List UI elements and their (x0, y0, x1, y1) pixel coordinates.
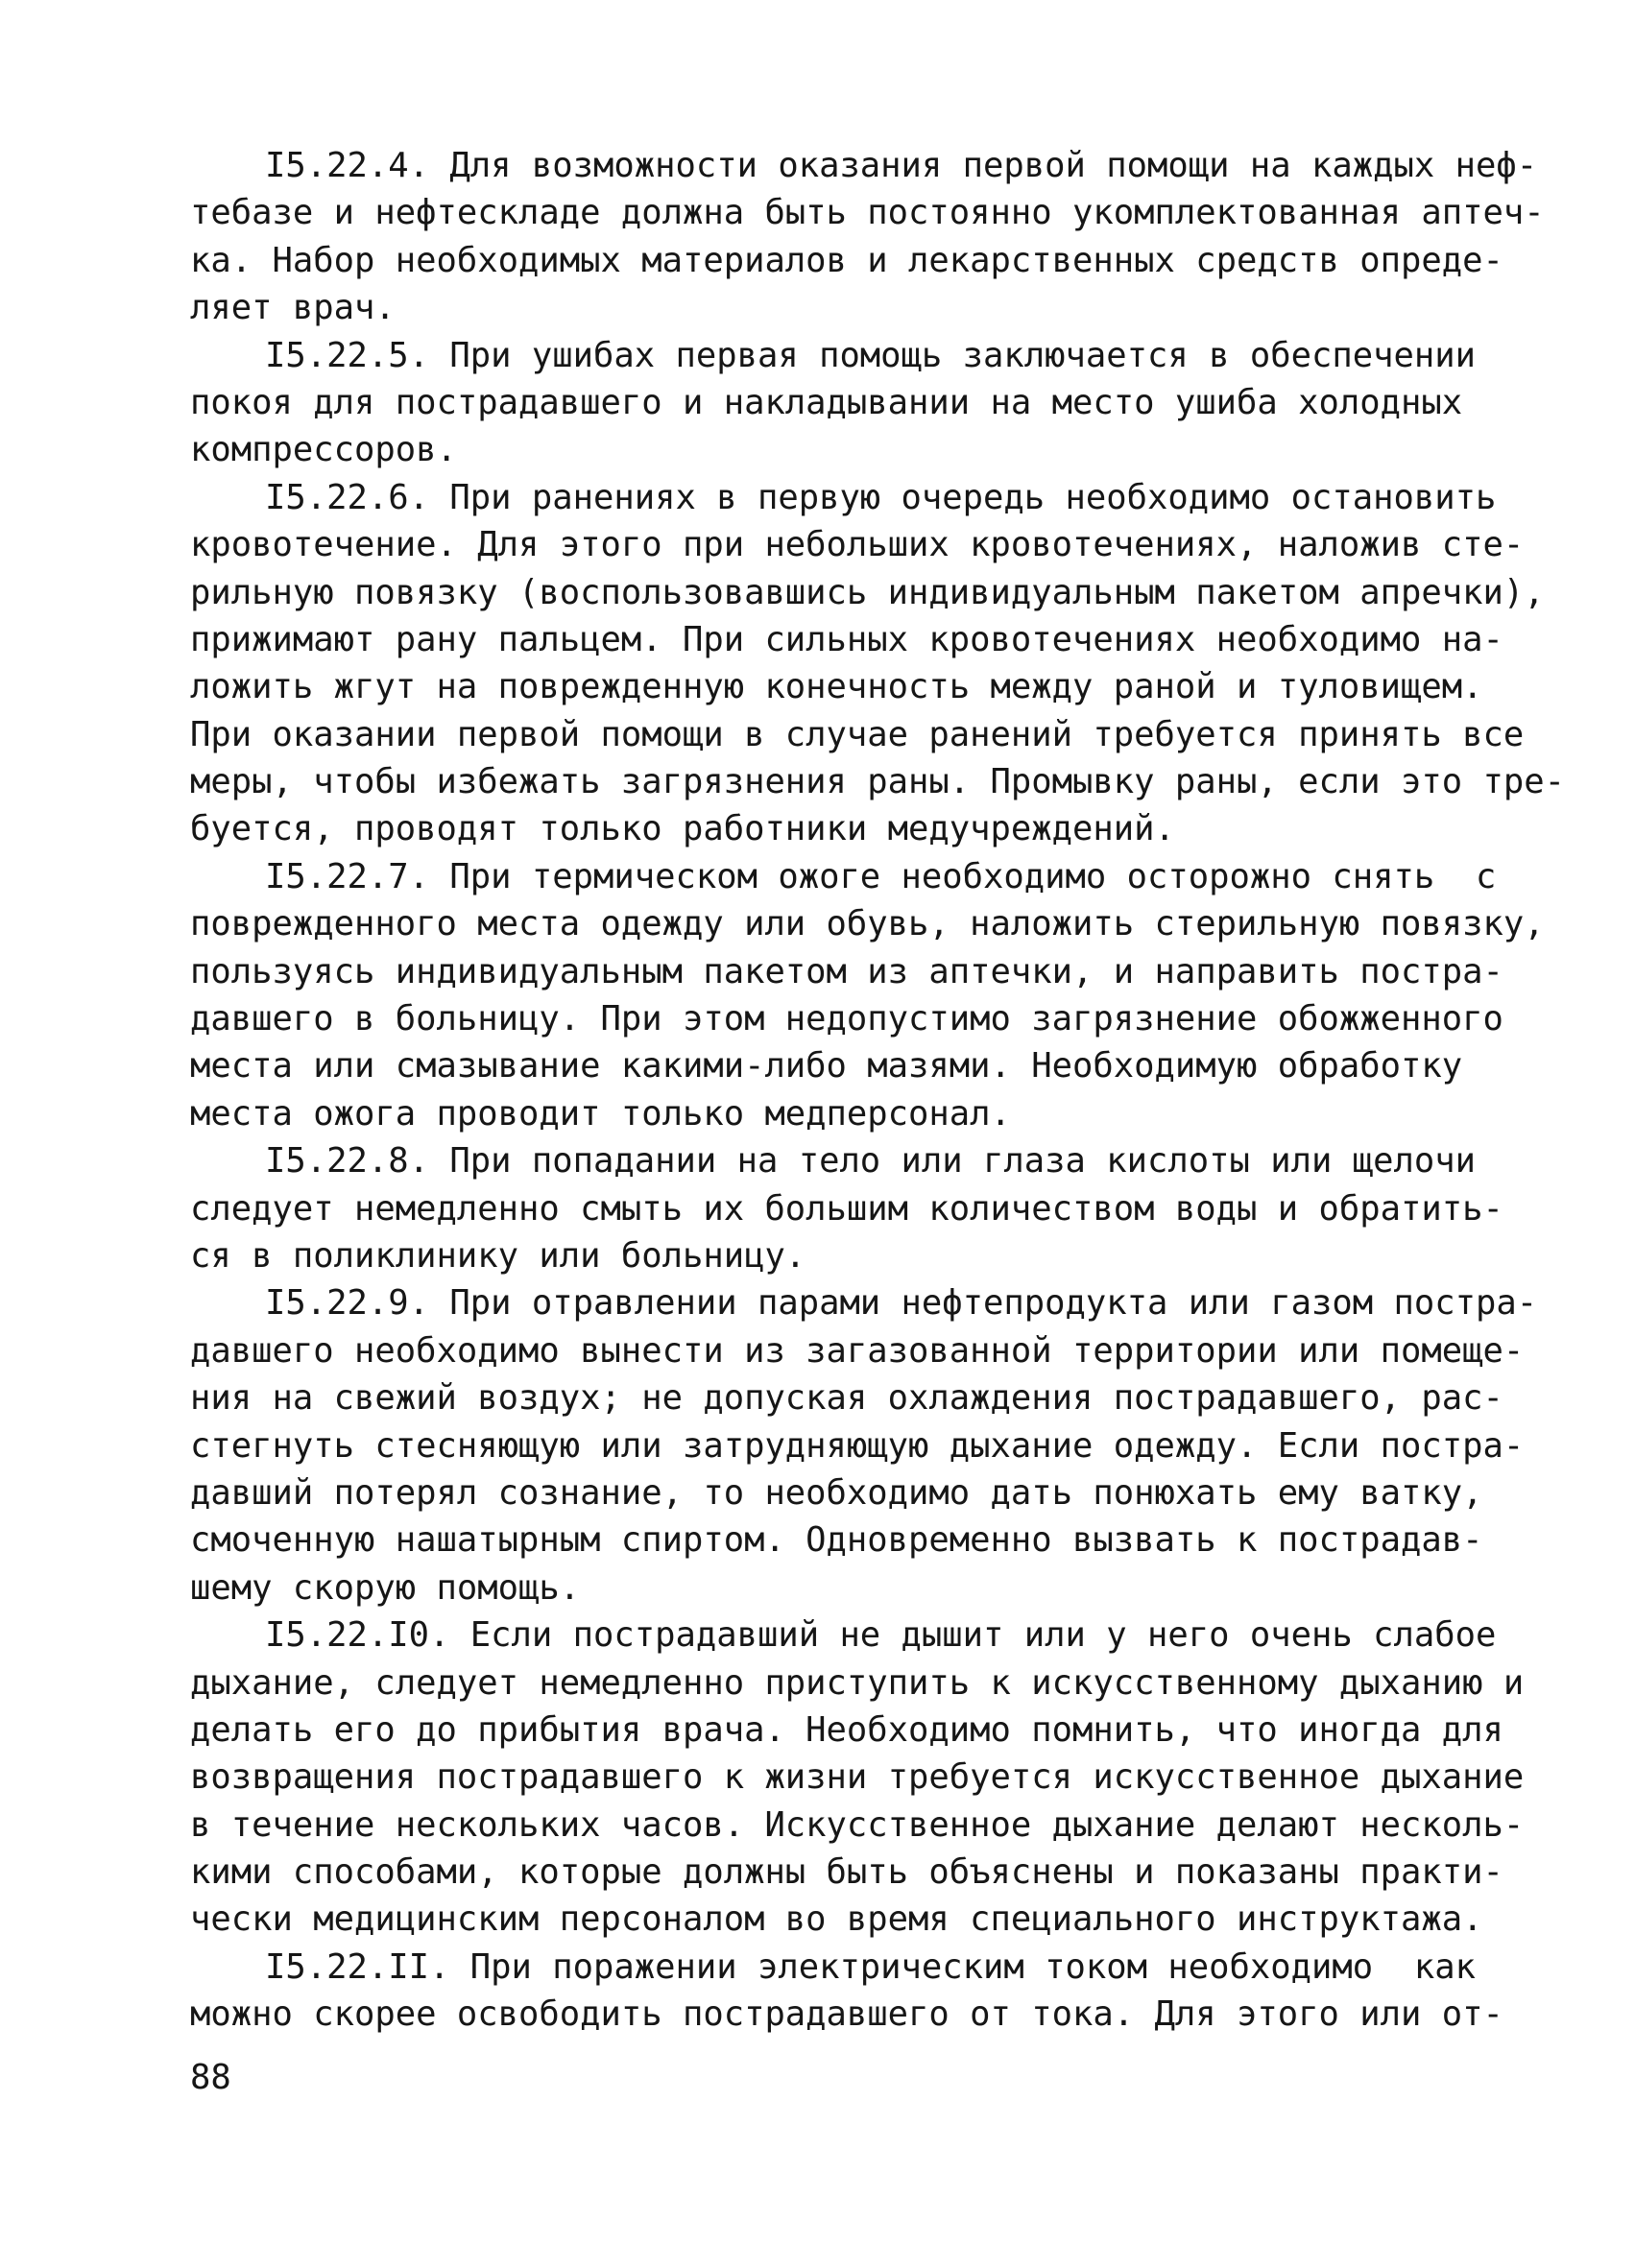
text-line: чески медицинским персоналом во время специального инструктажа. (190, 1899, 1483, 1940)
text-line: меры, чтобы избежать загрязнения раны. Промывку раны, если это тре- (190, 762, 1565, 802)
text-line: I5.22.6. При ранениях в первую очередь необходимо остановить (265, 477, 1497, 517)
text-line: I5.22.9. При отравлении парами нефтепродукта или газом постра- (265, 1283, 1538, 1324)
text-line: ложить жгут на поврежденную конечность между раной и туловищем. (190, 667, 1483, 707)
paragraph-15-22-7 (190, 853, 1545, 1137)
paragraph-15-22-9 (190, 1279, 1538, 1611)
text-line: ся в поликлинику или больницу. (190, 1235, 806, 1276)
text-line: поврежденного места одежду или обувь, наложить стерильную повязку, (190, 904, 1545, 944)
text-line: ляет врач. (190, 288, 396, 328)
paragraph-15-22-6 (190, 474, 1565, 853)
text-line: дыхание, следует немедленно приступить к искусственному дыханию и (190, 1662, 1525, 1703)
paragraph-15-22-4 (190, 142, 1545, 332)
paragraph-15-22-5 (190, 332, 1477, 474)
text-line: тебазе и нефтескладе должна быть постоянно укомплектованная аптеч- (190, 193, 1545, 233)
text-line: места ожога проводит только медперсонал. (190, 1093, 1011, 1134)
text-line: I5.22.5. При ушибах первая помощь заключается в обеспечении (265, 335, 1476, 375)
text-line: смоченную нашатырным спиртом. Одновременно вызвать к пострадав- (190, 1520, 1483, 1561)
text-line: стегнуть стесняющую или затрудняющую дыхание одежду. Если постра- (190, 1425, 1525, 1466)
text-line: ния на свежий воздух; не допуская охлаждения пострадавшего, рас- (190, 1378, 1503, 1419)
body-text (190, 142, 1565, 2039)
text-line: давший потерял сознание, то необходимо дать понюхать ему ватку, (190, 1472, 1483, 1513)
text-line: I5.22.II. При поражении электрическим током необходимо как (265, 1946, 1476, 1987)
text-line: рильную повязку (воспользовавшись индивидуальным пакетом апречки), (190, 572, 1545, 612)
text-line: I5.22.4. Для возможности оказания первой помощи на каждых неф- (265, 146, 1538, 185)
text-line: в течение нескольких часов. Искусственное дыхание делают несколь- (190, 1804, 1525, 1845)
text-line: следует немедленно смыть их большим количеством воды и обратить- (190, 1188, 1503, 1229)
text-line: возвращения пострадавшего к жизни требуется искусственное дыхание (190, 1757, 1525, 1798)
text-line: места или смазывание какими-либо мазями. Необходимую обработку (190, 1046, 1463, 1086)
text-line: покоя для пострадавшего и накладывании на место ушиба холодных (190, 382, 1463, 422)
paragraph-15-22-8 (190, 1137, 1503, 1279)
text-line: давшего необходимо вынести из загазованной территории или помеще- (190, 1330, 1525, 1371)
text-line: кровотечение. Для этого при небольших кровотечениях, наложив сте- (190, 525, 1525, 565)
text-line: шему скорую помощь. (190, 1567, 581, 1608)
text-line: можно скорее освободить пострадавшего от тока. Для этого или от- (190, 1994, 1503, 2035)
text-line: компрессоров. (190, 430, 457, 470)
text-line: давшего в больницу. При этом недопустимо загрязнение обожженного (190, 999, 1503, 1039)
text-line: I5.22.8. При попадании на тело или глаза кислоты или щелочи (265, 1141, 1476, 1182)
text-line: При оказании первой помощи в случае ранений требуется принять все (190, 714, 1525, 754)
text-line: кими способами, которые должны быть объяснены и показаны практи- (190, 1852, 1503, 1893)
paragraph-15-22-10 (190, 1611, 1525, 1944)
paragraph-15-22-11 (190, 1944, 1503, 2039)
text-line: делать его до прибытия врача. Необходимо помнить, что иногда для (190, 1709, 1503, 1750)
text-line: I5.22.7. При термическом ожоге необходимо осторожно снять с (265, 856, 1497, 896)
text-line: ка. Набор необходимых материалов и лекарственных средств опреде- (190, 240, 1503, 280)
page-number: 88 (190, 2058, 231, 2097)
text-line: пользуясь индивидуальным пакетом из аптечки, и направить постра- (190, 951, 1503, 991)
text-line: прижимают рану пальцем. При сильных кровотечениях необходимо на- (190, 619, 1503, 659)
text-line: буется, проводят только работники медучреждений. (190, 809, 1175, 849)
text-line: I5.22.I0. Если пострадавший не дышит или у него очень слабое (265, 1615, 1497, 1656)
